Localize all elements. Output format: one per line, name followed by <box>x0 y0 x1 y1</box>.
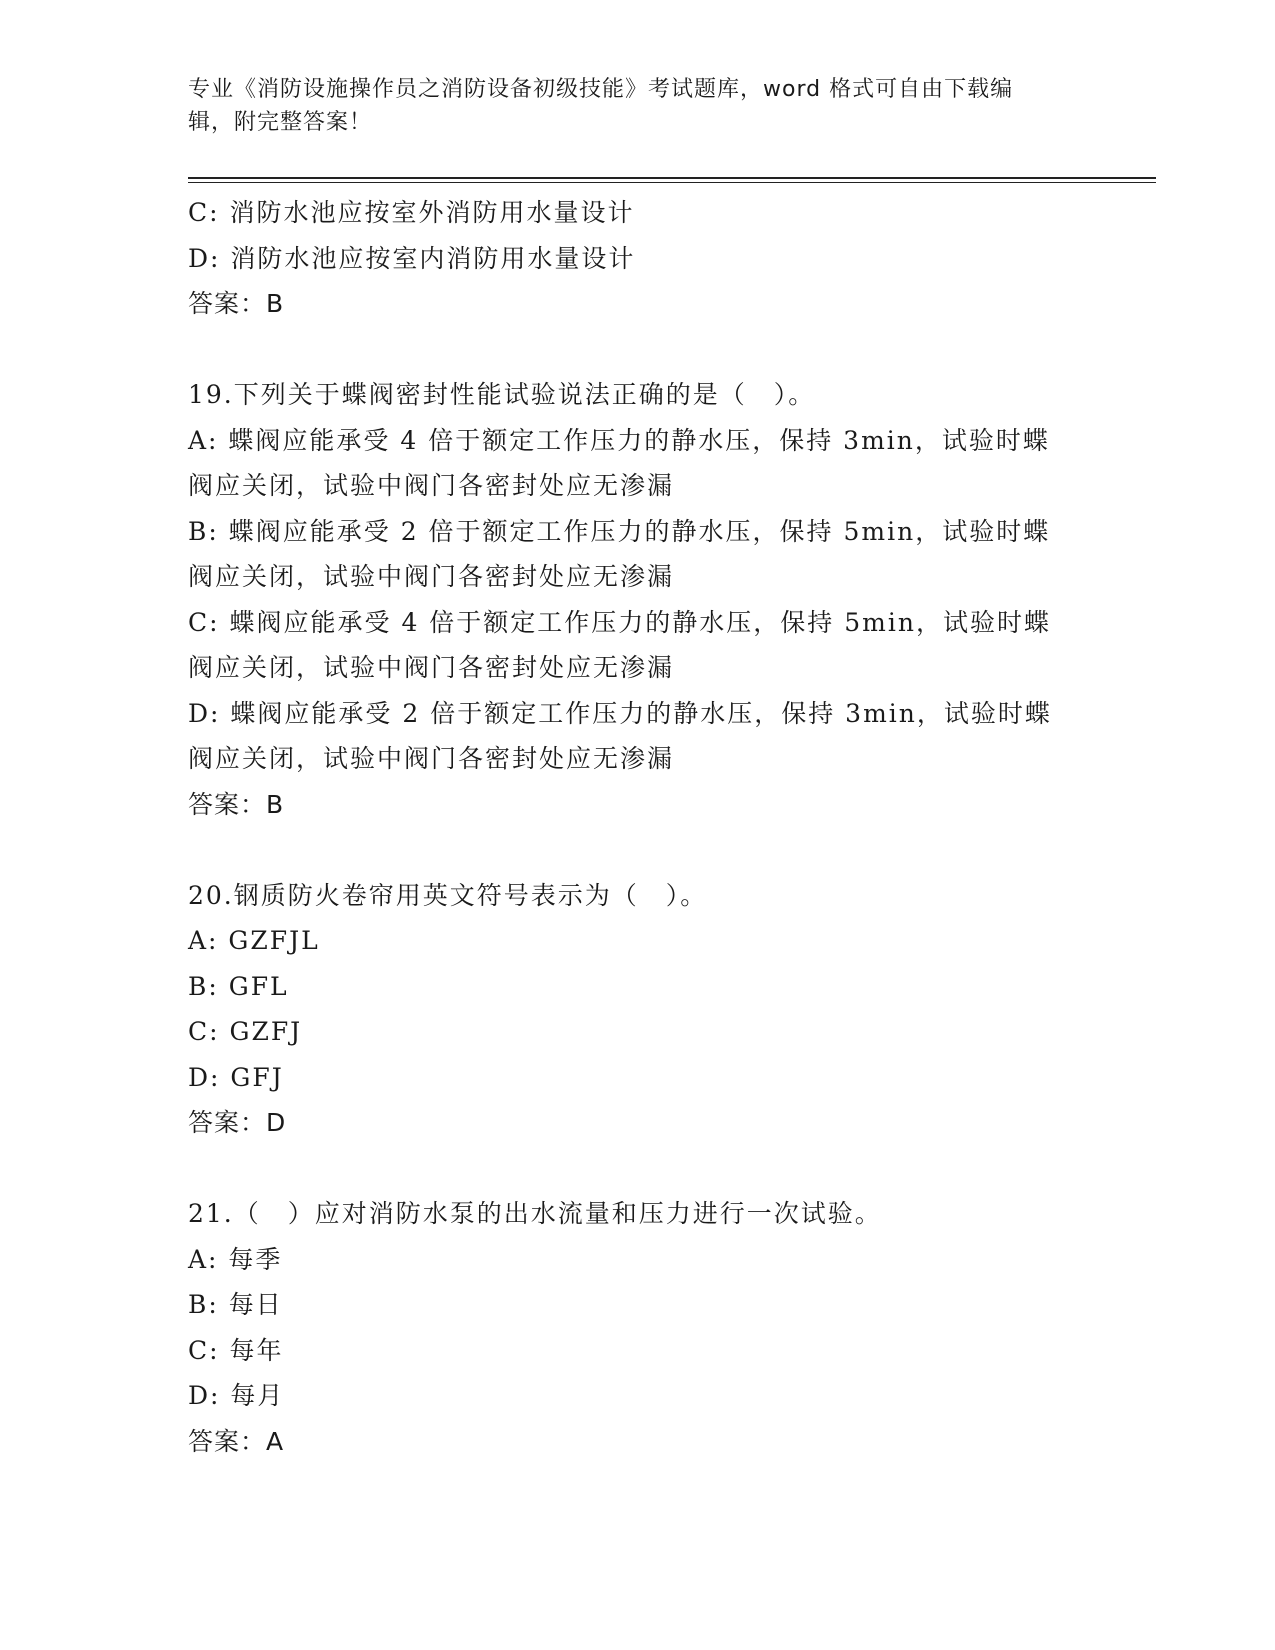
question-19 <box>188 372 1088 828</box>
q19-option-a-line-2: 阀应关闭，试验中阀门各密封处应无渗漏 <box>188 471 675 500</box>
q20-option-d: D: GFJ <box>188 1062 284 1092</box>
q18-answer: 答案：B <box>188 289 285 318</box>
q18-option-d: D: 消防水池应按室内消防用水量设计 <box>188 243 636 273</box>
q19-stem: 19.下列关于蝶阀密封性能试验说法正确的是（ ）。 <box>188 380 816 409</box>
q21-option-c: C: 每年 <box>188 1335 284 1365</box>
q20-option-c: C: GZFJ <box>188 1017 303 1046</box>
q19-answer: 答案：B <box>188 789 285 819</box>
q20-option-b: B: GFL <box>188 971 289 1001</box>
q18-option-c: C: 消防水池应按室外消防用水量设计 <box>188 198 635 227</box>
header-divider-thick <box>188 177 1156 179</box>
q19-option-b-line-2: 阀应关闭，试验中阀门各密封处应无渗漏 <box>188 562 675 591</box>
spacer <box>188 828 1088 873</box>
header-line-1: 专业《消防设施操作员之消防设备初级技能》考试题库，word 格式可自由下载编 <box>188 77 1014 102</box>
q20-stem: 20.钢质防火卷帘用英文符号表示为（ ）。 <box>188 880 708 910</box>
q19-option-a-line-1: A: 蝶阀应能承受 4 倍于额定工作压力的静水压，保持 3min，试验时蝶 <box>188 425 1050 455</box>
header-divider-thin <box>188 182 1156 183</box>
document-header <box>188 73 1068 139</box>
q20-option-a: A: GZFJL <box>188 926 320 955</box>
spacer <box>188 327 1088 372</box>
q21-option-d: D: 每月 <box>188 1381 285 1410</box>
q19-option-d-line-1: D: 蝶阀应能承受 2 倍于额定工作压力的静水压，保持 3min，试验时蝶 <box>188 698 1052 728</box>
q19-option-c-line-2: 阀应关闭，试验中阀门各密封处应无渗漏 <box>188 653 675 682</box>
q19-option-d-line-2: 阀应关闭，试验中阀门各密封处应无渗漏 <box>188 744 675 773</box>
question-list <box>188 190 1088 1465</box>
header-line-2: 辑，附完整答案！ <box>188 110 373 135</box>
question-21 <box>188 1191 1088 1465</box>
q19-option-b-line-1: B: 蝶阀应能承受 2 倍于额定工作压力的静水压，保持 5min，试验时蝶 <box>188 516 1051 546</box>
question-20 <box>188 873 1088 1147</box>
q21-option-a: A: 每季 <box>188 1244 283 1274</box>
q19-option-c-line-1: C: 蝶阀应能承受 4 倍于额定工作压力的静水压，保持 5min，试验时蝶 <box>188 607 1051 637</box>
q21-option-b: B: 每日 <box>188 1290 283 1319</box>
question-18-tail <box>188 190 1088 327</box>
q21-answer: 答案：A <box>188 1426 285 1456</box>
q20-answer: 答案：D <box>188 1108 287 1137</box>
q21-stem: 21.（ ）应对消防水泵的出水流量和压力进行一次试验。 <box>188 1199 882 1228</box>
spacer <box>188 1146 1088 1191</box>
